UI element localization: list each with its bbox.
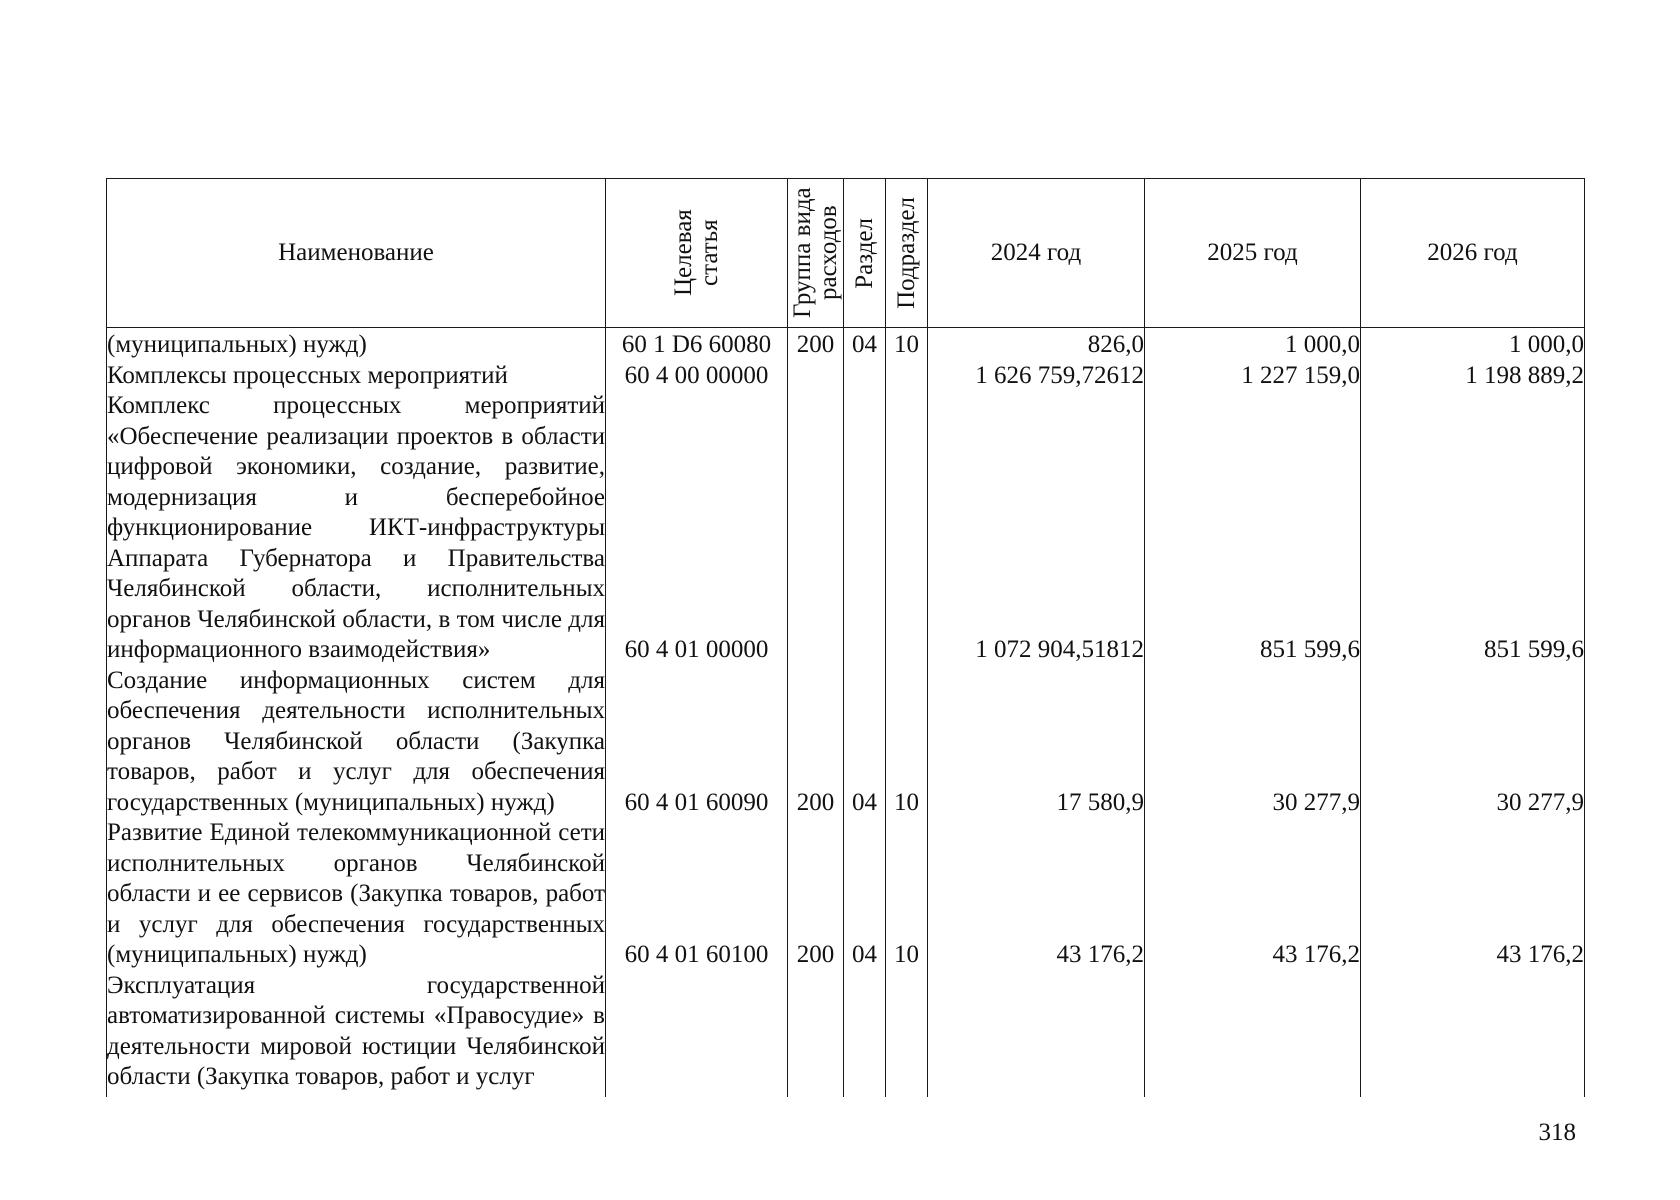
header-section-label: Раздел xyxy=(850,217,878,289)
row-spacer xyxy=(606,1093,788,1097)
row-subsection xyxy=(886,391,928,666)
row-amount-2026: 851 599,6 xyxy=(1361,391,1585,666)
budget-table xyxy=(106,178,1585,1097)
header-year-2026-label: 2026 год xyxy=(1427,238,1518,266)
header-subsection xyxy=(886,179,928,328)
header-year-2024 xyxy=(928,179,1145,328)
header-section xyxy=(844,179,886,328)
row-amount-2025: 43 176,2 xyxy=(1145,818,1361,971)
row-amount-2024 xyxy=(928,971,1145,1093)
table-row xyxy=(107,391,1585,666)
header-year-2024-label: 2024 год xyxy=(990,238,1082,266)
table-header-row xyxy=(107,179,1585,328)
header-target-article-label: Целевая статья xyxy=(669,209,723,297)
table-row xyxy=(107,361,1585,392)
row-amount-2026: 30 277,9 xyxy=(1361,666,1585,819)
table-row xyxy=(107,818,1585,971)
row-amount-2024: 826,0 xyxy=(928,328,1145,361)
row-expense-group xyxy=(788,361,844,392)
row-amount-2025: 1 000,0 xyxy=(1145,328,1361,361)
row-amount-2025: 30 277,9 xyxy=(1145,666,1361,819)
header-target-article xyxy=(606,179,788,328)
row-target-article xyxy=(606,971,788,1093)
row-name: Развитие Единой телекоммуникационной сети исполнительных органов Челябинской области и ее сервисов (Закупка товаров, работ и услуг для обеспечения государственных (муниципальных) нужд) xyxy=(107,818,606,971)
table-row-continuation xyxy=(107,1093,1585,1097)
row-amount-2024: 1 626 759,72612 xyxy=(928,361,1145,392)
row-name: Создание информационных систем для обеспечения деятельности исполнительных органов Челябинской области (Закупка товаров, работ и услуг для обеспечения государственных (муниципальных) нужд) xyxy=(107,666,606,819)
row-subsection xyxy=(886,971,928,1093)
row-expense-group: 200 xyxy=(788,666,844,819)
row-subsection xyxy=(886,361,928,392)
row-expense-group: 200 xyxy=(788,818,844,971)
row-target-article: 60 4 01 60100 xyxy=(606,818,788,971)
row-section: 04 xyxy=(844,818,886,971)
row-spacer xyxy=(844,1093,886,1097)
row-section: 04 xyxy=(844,666,886,819)
row-subsection: 10 xyxy=(886,666,928,819)
row-amount-2026: 1 000,0 xyxy=(1361,328,1585,361)
row-spacer xyxy=(1361,1093,1585,1097)
row-subsection: 10 xyxy=(886,818,928,971)
row-target-article: 60 4 01 60090 xyxy=(606,666,788,819)
row-target-article: 60 4 00 00000 xyxy=(606,361,788,392)
row-spacer xyxy=(886,1093,928,1097)
header-year-2025 xyxy=(1145,179,1361,328)
header-name xyxy=(107,179,606,328)
row-name: Комплексы процессных мероприятий xyxy=(107,361,606,392)
row-amount-2024: 17 580,9 xyxy=(928,666,1145,819)
row-spacer xyxy=(928,1093,1145,1097)
row-amount-2025: 1 227 159,0 xyxy=(1145,361,1361,392)
table-row xyxy=(107,328,1585,361)
row-amount-2026: 1 198 889,2 xyxy=(1361,361,1585,392)
row-section: 04 xyxy=(844,328,886,361)
row-amount-2025: 851 599,6 xyxy=(1145,391,1361,666)
row-amount-2026: 43 176,2 xyxy=(1361,818,1585,971)
row-amount-2026 xyxy=(1361,971,1585,1093)
header-subsection-label: Подраздел xyxy=(892,197,920,309)
header-year-2025-label: 2025 год xyxy=(1207,238,1298,266)
row-amount-2024: 1 072 904,51812 xyxy=(928,391,1145,666)
row-expense-group xyxy=(788,971,844,1093)
row-section xyxy=(844,971,886,1093)
row-spacer xyxy=(1145,1093,1361,1097)
row-target-article: 60 4 01 00000 xyxy=(606,391,788,666)
row-name: Эксплуатация государственной автоматизированной системы «Правосудие» в деятельности мировой юстиции Челябинской области (Закупка товаров, работ и услуг xyxy=(107,971,606,1093)
row-subsection: 10 xyxy=(886,328,928,361)
table-row xyxy=(107,666,1585,819)
row-target-article: 60 1 D6 60080 xyxy=(606,328,788,361)
row-name: Комплекс процессных мероприятий «Обеспечение реализации проектов в области цифровой экономики, создание, развитие, модернизация и бесперебойное функционирование ИКТ-инфраструктуры Аппарата Губернатора и Правительства Челябинской области, исполнительных органов Челябинской области, в том числе для информационного взаимодействия» xyxy=(107,391,606,666)
header-expense-group-label: Группа вида расходов xyxy=(788,187,842,319)
page-number: 318 xyxy=(1538,1119,1576,1146)
row-section xyxy=(844,361,886,392)
header-name-label: Наименование xyxy=(278,238,434,266)
row-spacer xyxy=(788,1093,844,1097)
row-amount-2025 xyxy=(1145,971,1361,1093)
row-expense-group xyxy=(788,391,844,666)
row-section xyxy=(844,391,886,666)
row-name: (муниципальных) нужд) xyxy=(107,328,606,361)
row-spacer xyxy=(107,1093,606,1097)
row-amount-2024: 43 176,2 xyxy=(928,818,1145,971)
table-row xyxy=(107,971,1585,1093)
header-year-2026 xyxy=(1361,179,1585,328)
row-expense-group: 200 xyxy=(788,328,844,361)
header-expense-group xyxy=(788,179,844,328)
